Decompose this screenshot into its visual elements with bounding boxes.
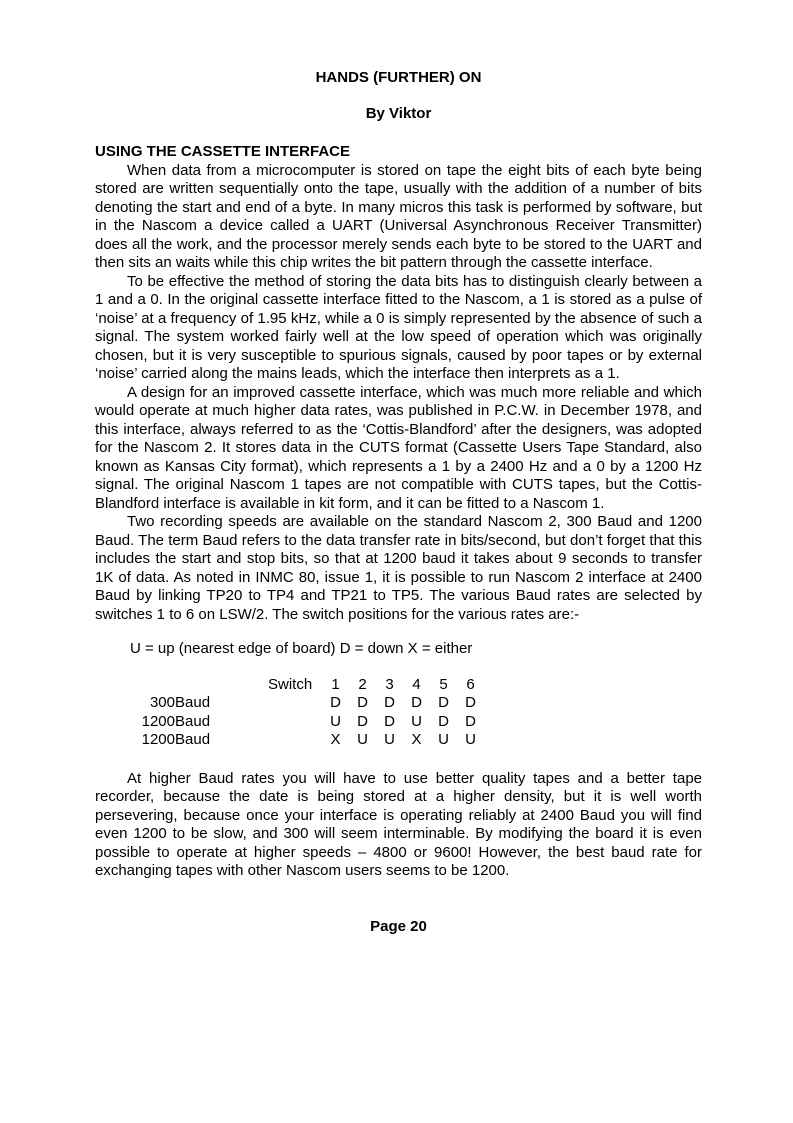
baud-unit: Baud bbox=[175, 712, 211, 730]
switch-position-key: U = up (nearest edge of board) D = down X = either bbox=[130, 640, 473, 657]
switch-position: U bbox=[465, 731, 476, 748]
switch-position: D bbox=[438, 694, 449, 711]
switch-number: 3 bbox=[385, 675, 394, 693]
switch-position: X bbox=[330, 731, 341, 748]
paragraph-recording-speeds: Two recording speeds are available on the standard Nascom 2, 300 Baud and 1200 Baud. The term Baud refers to the data transfer rate in bits/second, but don’t forget that this includes the start and stop bits, so that at 1200 baud it takes about 9 seconds to transfer 1K of data. As noted in INMC 80, issue 1, it is possible to run Nascom 2 interface at 2400 Baud by linking TP20 to TP4 and TP21 to TP5. The various Baud rates are selected by switches 1 to 6 on LSW/2. The switch positions for the various rates are:- bbox=[95, 513, 702, 623]
switch-position: U bbox=[357, 731, 368, 748]
switch-number: 6 bbox=[466, 675, 475, 693]
byline: By Viktor bbox=[365, 104, 432, 122]
empty-cell bbox=[95, 676, 175, 695]
paragraph-cottis-blandford: A design for an improved cassette interface, which was much more reliable and which would operate at much higher data rates, was published in P.C.W. in December 1978, and this interface, always referred to as the ‘Cottis-Blandford’ after the designers, was adopted for the Nascom 2. It stores data in the CUTS format (Cassette Users Tape Standard, also known as Kansas City format), which represents a 1 by a 2400 Hz and a 0 by a 1200 Hz signal. The original Nascom 1 tapes are not compatible with CUTS tapes, but the Cottis-Blandford interface is available in kit form, and it can be fitted to a Nascom 1. bbox=[95, 383, 702, 512]
page-title: HANDS (FURTHER) ON bbox=[315, 69, 482, 86]
switch-position: D bbox=[465, 694, 476, 711]
baud-unit: Baud bbox=[175, 731, 211, 748]
empty-cell bbox=[268, 713, 322, 732]
switch-position: D bbox=[465, 712, 476, 730]
empty-cell bbox=[268, 694, 322, 713]
baud-unit: Baud bbox=[175, 694, 211, 711]
paragraph-higher-baud-advice: At higher Baud rates you will have to use better quality tapes and a better tape recorder, because the date is being stored at a higher density, but it is well worth persevering, because once your interface is operating reliably at 2400 Baud you will find even 1200 to be slow, and 300 will seem interminable. By modifying the board it is even possible to operate at higher speeds – 4800 or 9600! However, the best baud rate for exchanging tapes with other Nascom users seems to be 1200. bbox=[95, 769, 702, 879]
switch-position: U bbox=[384, 731, 395, 748]
switch-position: U bbox=[411, 712, 422, 730]
switch-position: D bbox=[330, 694, 341, 711]
switch-position: D bbox=[384, 712, 395, 730]
switch-position: D bbox=[357, 712, 368, 730]
switch-position: D bbox=[384, 694, 395, 711]
switch-position: U bbox=[438, 731, 449, 748]
switch-position: D bbox=[357, 694, 368, 711]
empty-cell bbox=[268, 731, 322, 750]
empty-cell bbox=[175, 676, 268, 695]
paragraph-noise-pulse: To be effective the method of storing the data bits has to distinguish clearly between a 1 and a 0. In the original cassette interface fitted to the Nascom, a 1 is stored as a pulse of ‘noise’ at a frequency of 1.95 kHz, while a 0 is simply represented by the absence of such a signal. The system worked fairly well at the low speed of operation which was originally chosen, but it is very susceptible to spurious signals, caused by poor tapes or by external ‘noise’ carried along the mains leads, which the interface then interprets as a 1. bbox=[95, 272, 702, 382]
switch-number: 5 bbox=[439, 675, 448, 693]
switch-position: D bbox=[411, 694, 422, 711]
table-row-300-baud bbox=[95, 694, 484, 713]
baud-rate: 1200 bbox=[141, 731, 175, 748]
table-header-row bbox=[95, 676, 484, 695]
paragraph-uart: When data from a microcomputer is stored on tape the eight bits of each byte being stored are written sequentially onto the tape, usually with the addition of a number of bits denoting the start and end of a byte. In many micros this task is performed by software, but in the Nascom a device called a UART (Universal Asynchronous Receiver Transmitter) does all the work, and the processor merely sends each byte to be stored to the UART and then sits an waits while this chip writes the bit pattern through the cassette interface. bbox=[95, 161, 702, 271]
section-heading: USING THE CASSETTE INTERFACE bbox=[95, 143, 351, 160]
baud-rate: 300 bbox=[149, 694, 175, 711]
page-number: Page 20 bbox=[370, 917, 427, 935]
baud-switch-table bbox=[95, 676, 484, 750]
switch-position: U bbox=[330, 712, 341, 730]
switch-position: X bbox=[411, 731, 422, 748]
baud-rate: 1200 bbox=[141, 712, 175, 730]
table-row-1200-baud bbox=[95, 713, 484, 732]
switch-number: 2 bbox=[358, 675, 367, 693]
switch-position: D bbox=[438, 712, 449, 730]
switch-number: 1 bbox=[331, 675, 340, 693]
switch-corner-label: Switch bbox=[268, 675, 313, 693]
switch-number: 4 bbox=[412, 675, 421, 693]
table-row-1200-baud-alt bbox=[95, 731, 484, 750]
